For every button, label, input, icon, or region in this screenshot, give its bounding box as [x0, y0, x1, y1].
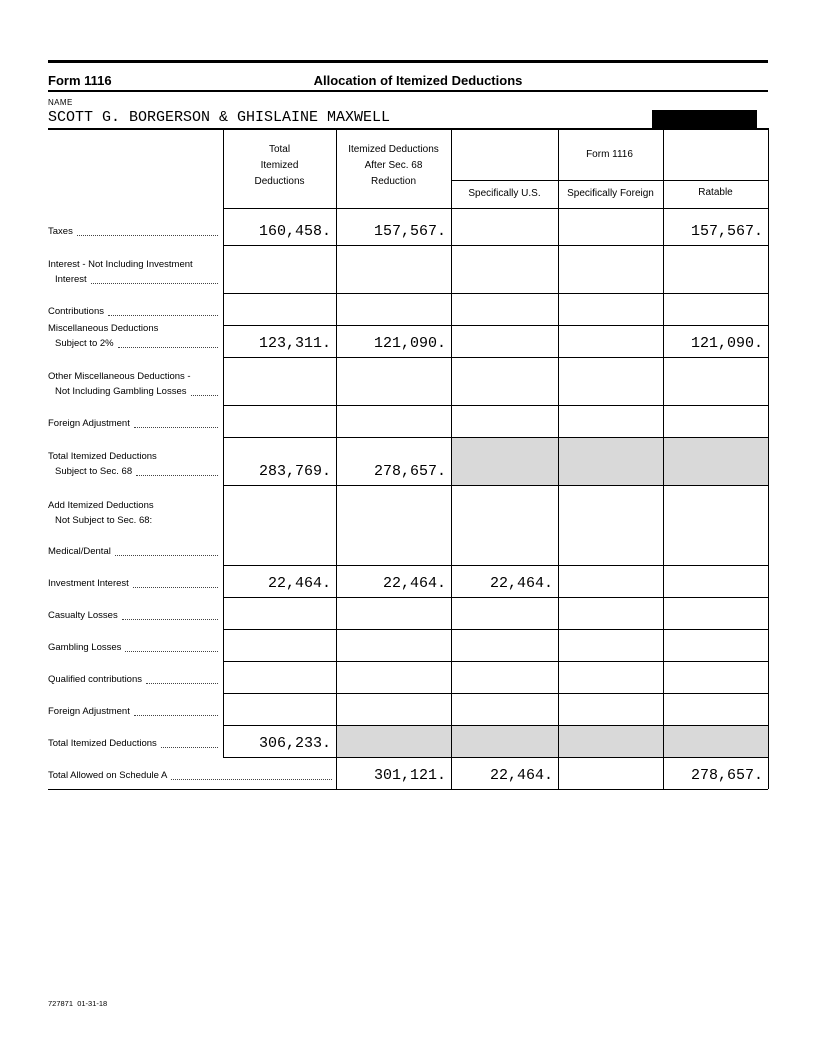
- row-label-foreign-adjustment-upper: [48, 416, 220, 431]
- table-horizontal-gridline: [223, 437, 768, 438]
- column-header-specifically-us: Specifically U.S.: [468, 188, 541, 199]
- column-header-total-itemized-deductions: [223, 142, 336, 190]
- row-label-text: Contributions: [48, 306, 104, 317]
- column-header-line: After Sec. 68: [364, 160, 423, 171]
- row-label-text: Gambling Losses: [48, 642, 122, 653]
- column-header-ratable: Ratable: [698, 187, 733, 198]
- column-header-line: Reduction: [370, 176, 417, 187]
- table-horizontal-gridline: [223, 245, 768, 246]
- row-label-text: Casualty Losses: [48, 610, 118, 621]
- dot-leader: [91, 283, 218, 284]
- dot-leader: [191, 395, 219, 396]
- row-label-text: Total Allowed on Schedule A: [48, 770, 168, 781]
- row-label-line: [48, 498, 220, 513]
- row-label-qualified-contributions: [48, 672, 220, 687]
- row-label-total-itemized-deductions: [48, 736, 220, 751]
- dot-leader: [133, 587, 218, 588]
- dot-leader: [118, 347, 218, 348]
- dot-leader: [125, 651, 218, 652]
- row-label-total-allowed-on-schedule-a: [48, 768, 334, 783]
- top-rule: [48, 60, 768, 63]
- row-label-text: Subject to Sec. 68: [55, 466, 133, 477]
- row-label-text: Interest: [55, 274, 87, 285]
- table-horizontal-gridline: [223, 725, 768, 726]
- table-horizontal-gridline: [223, 565, 768, 566]
- cell-value-taxes-col4: 157,567.: [690, 223, 763, 240]
- row-label-text: Foreign Adjustment: [48, 418, 130, 429]
- row-label-line: [48, 272, 220, 287]
- row-label-line: [48, 513, 220, 528]
- row-label-text: Investment Interest: [48, 578, 129, 589]
- row-label-text: Other Miscellaneous Deductions -: [48, 371, 191, 382]
- table-horizontal-gridline: [223, 597, 768, 598]
- row-label-text: Qualified contributions: [48, 674, 142, 685]
- cell-value-total-allowed-on-schedule-a-col1: 301,121.: [373, 767, 446, 784]
- row-label-text: Medical/Dental: [48, 546, 111, 557]
- row-label-line: [48, 224, 220, 239]
- cell-value-total-itemized-deductions-col0: 306,233.: [258, 735, 331, 752]
- dot-leader: [134, 427, 218, 428]
- cell-value-total-itemized-deductions-subject-to-sec-68-col1: 278,657.: [373, 463, 446, 480]
- dot-leader: [77, 235, 218, 236]
- dot-leader: [108, 315, 218, 316]
- row-label-text: Add Itemized Deductions: [48, 500, 154, 511]
- row-label-miscellaneous-deductions-subject-to-2-percent: [48, 321, 220, 351]
- row-label-total-itemized-deductions-subject-to-sec-68: [48, 449, 220, 479]
- row-label-foreign-adjustment-lower: [48, 704, 220, 719]
- table-horizontal-gridline: [48, 789, 768, 790]
- table-horizontal-gridline: [223, 485, 768, 486]
- row-label-line: [48, 321, 220, 336]
- row-label-line: [48, 336, 220, 351]
- row-label-other-miscellaneous-deductions-not-including-gambling-losses: [48, 369, 220, 399]
- table-horizontal-gridline: [223, 693, 768, 694]
- row-label-line: [48, 640, 220, 655]
- row-label-investment-interest: [48, 576, 220, 591]
- row-label-text: Miscellaneous Deductions: [48, 323, 159, 334]
- row-label-text: Taxes: [48, 226, 73, 237]
- table-vertical-gridline: [768, 128, 769, 789]
- column-header-form-1116-group: Form 1116: [586, 149, 633, 160]
- cell-value-total-allowed-on-schedule-a-col2: 22,464.: [489, 767, 553, 784]
- row-label-line: [48, 369, 220, 384]
- row-label-interest-not-including-investment-interest: [48, 257, 220, 287]
- row-label-gambling-losses: [48, 640, 220, 655]
- column-header-after-sec-68-reduction: [336, 142, 451, 190]
- shaded-cell-total-itemized-deductions-subject-to-sec-68-col4: [663, 437, 768, 485]
- row-label-casualty-losses: [48, 608, 220, 623]
- row-label-text: Foreign Adjustment: [48, 706, 130, 717]
- dot-leader: [146, 683, 218, 684]
- name-field-label: NAME: [48, 98, 73, 107]
- column-header-line: Itemized Deductions: [348, 144, 439, 155]
- cell-value-miscellaneous-deductions-subject-to-2-percent-col1: 121,090.: [373, 335, 446, 352]
- cell-value-miscellaneous-deductions-subject-to-2-percent-col4: 121,090.: [690, 335, 763, 352]
- row-label-add-itemized-deductions-not-subject-to-sec-68-medical-dental: [48, 544, 220, 559]
- shaded-cell-total-itemized-deductions-col1: [336, 725, 451, 757]
- table-horizontal-gridline: [223, 325, 768, 326]
- row-label-taxes: [48, 224, 220, 239]
- row-label-text: Subject to 2%: [55, 338, 114, 349]
- column-header-specifically-foreign: Specifically Foreign: [567, 188, 654, 199]
- table-vertical-gridline: [451, 128, 452, 789]
- row-label-line: [48, 384, 220, 399]
- table-horizontal-gridline: [223, 405, 768, 406]
- redaction-box: [652, 110, 757, 128]
- form-number: Form 1116: [48, 73, 112, 88]
- table-horizontal-gridline: [451, 180, 768, 181]
- dot-leader: [161, 747, 218, 748]
- row-label-text: Not Including Gambling Losses: [55, 386, 187, 397]
- table-vertical-gridline: [558, 128, 559, 789]
- row-label-contributions: [48, 304, 220, 319]
- table-horizontal-gridline: [223, 629, 768, 630]
- dot-leader: [134, 715, 218, 716]
- table-horizontal-gridline: [223, 357, 768, 358]
- shaded-cell-total-itemized-deductions-col3: [558, 725, 663, 757]
- cell-value-investment-interest-col0: 22,464.: [267, 575, 331, 592]
- shaded-cell-total-itemized-deductions-col4: [663, 725, 768, 757]
- header-rule: [48, 90, 768, 92]
- row-label-text: Not Subject to Sec. 68:: [55, 515, 153, 526]
- cell-value-investment-interest-col1: 22,464.: [382, 575, 446, 592]
- column-header-line: Itemized: [260, 160, 299, 171]
- row-label-text: Total Itemized Deductions: [48, 738, 157, 749]
- shaded-cell-total-itemized-deductions-subject-to-sec-68-col3: [558, 437, 663, 485]
- cell-value-miscellaneous-deductions-subject-to-2-percent-col0: 123,311.: [258, 335, 331, 352]
- cell-value-total-itemized-deductions-subject-to-sec-68-col0: 283,769.: [258, 463, 331, 480]
- row-label-line: [48, 464, 220, 479]
- name-underline: [48, 128, 768, 130]
- row-label-text: Interest - Not Including Investment: [48, 259, 193, 270]
- table-horizontal-gridline: [223, 293, 768, 294]
- row-label-text: Total Itemized Deductions: [48, 451, 157, 462]
- row-label-line: [48, 257, 220, 272]
- dot-leader: [122, 619, 218, 620]
- column-header-line: Deductions: [254, 176, 305, 187]
- taxpayer-name: SCOTT G. BORGERSON & GHISLAINE MAXWELL: [48, 109, 391, 126]
- row-label-add-itemized-deductions-not-subject-to-sec-68-medical-dental: [48, 498, 220, 528]
- cell-value-taxes-col0: 160,458.: [258, 223, 331, 240]
- row-label-line: [48, 416, 220, 431]
- form-footer-code: 727871 01-31-18: [48, 999, 108, 1008]
- cell-value-taxes-col1: 157,567.: [373, 223, 446, 240]
- row-label-line: [48, 704, 220, 719]
- row-label-line: [48, 736, 220, 751]
- shaded-cell-total-itemized-deductions-subject-to-sec-68-col2: [451, 437, 558, 485]
- table-horizontal-gridline: [223, 208, 768, 209]
- row-label-line: [48, 304, 220, 319]
- column-header-line: Total: [268, 144, 291, 155]
- dot-leader: [171, 779, 332, 780]
- shaded-cell-total-itemized-deductions-col2: [451, 725, 558, 757]
- row-label-line: [48, 449, 220, 464]
- dot-leader: [136, 475, 218, 476]
- row-label-line: [48, 672, 220, 687]
- row-label-line: [48, 608, 220, 623]
- table-horizontal-gridline: [223, 661, 768, 662]
- page-title: Allocation of Itemized Deductions: [313, 73, 523, 88]
- cell-value-total-allowed-on-schedule-a-col4: 278,657.: [690, 767, 763, 784]
- row-label-line: [48, 576, 220, 591]
- cell-value-investment-interest-col2: 22,464.: [489, 575, 553, 592]
- table-horizontal-gridline: [223, 757, 768, 758]
- row-label-line: [48, 544, 220, 559]
- row-label-line: [48, 768, 334, 783]
- dot-leader: [115, 555, 218, 556]
